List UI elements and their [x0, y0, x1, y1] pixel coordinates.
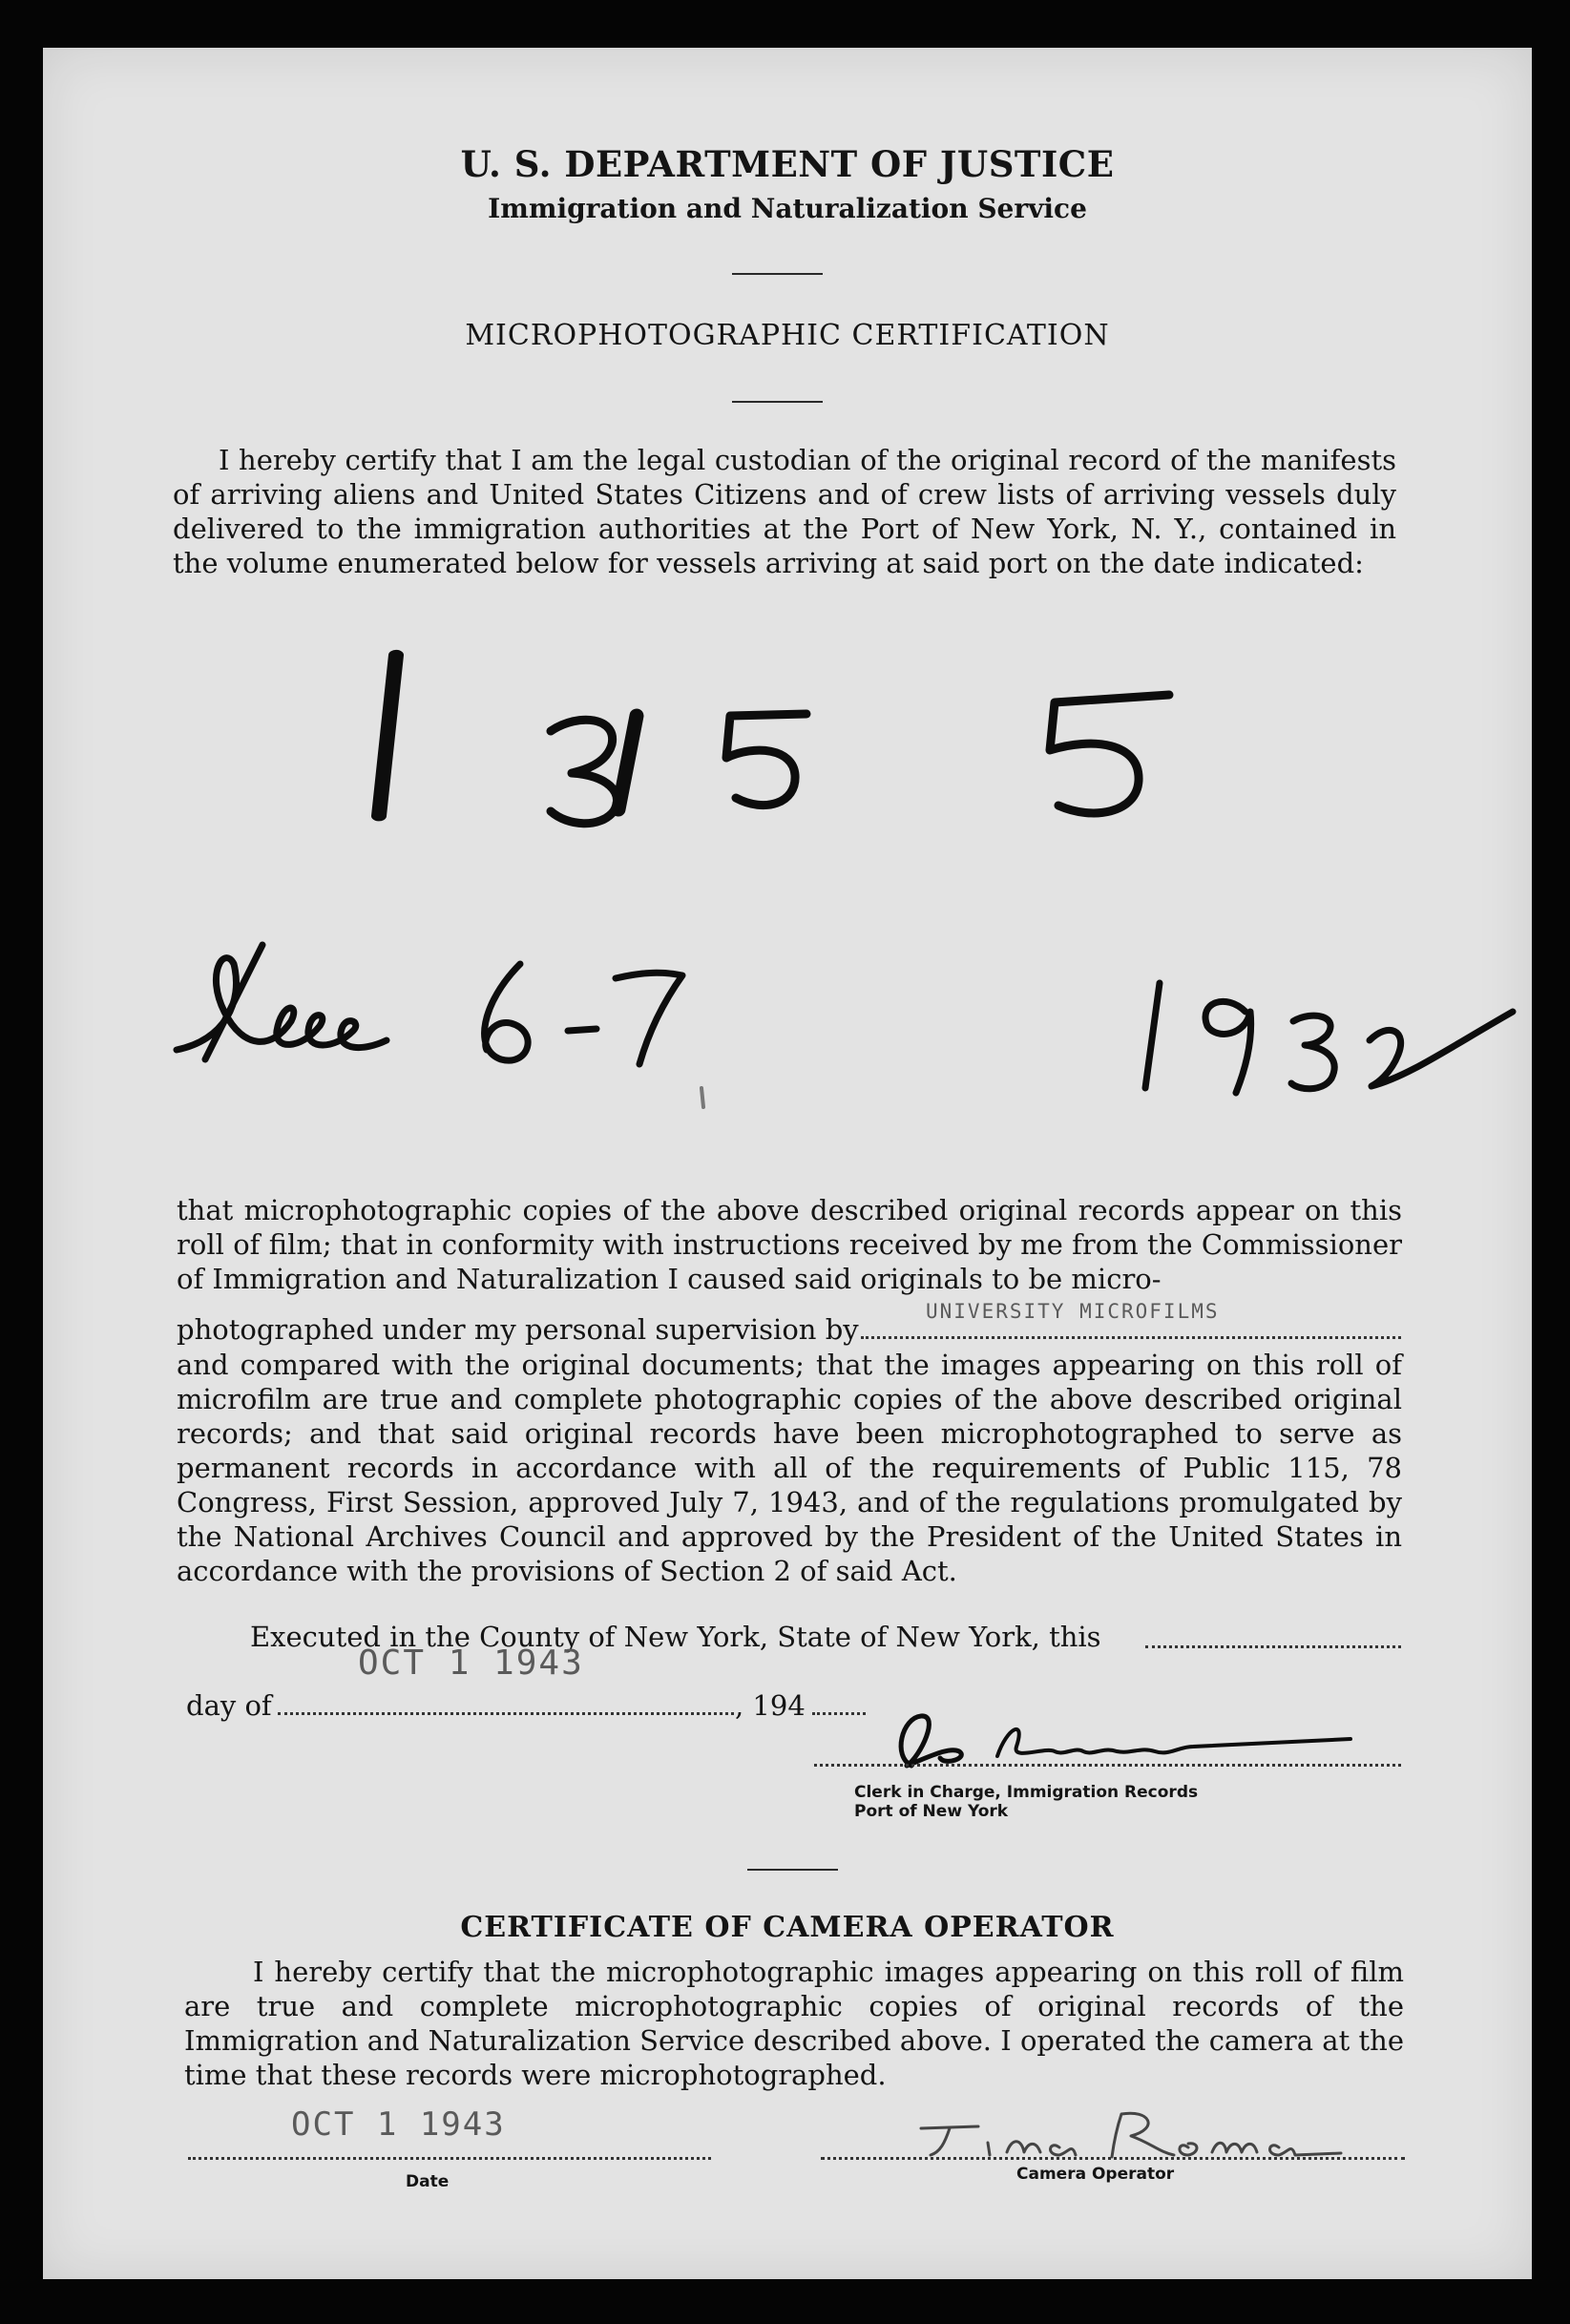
handwritten-volume-number: [329, 639, 1417, 830]
camera-certificate-text: I hereby certify that the microphotographic images appearing on this roll of film are true and complete microphotographic copies of original records of the Immigration and Naturalization Service described above. I operated the camera at the time that these records were microphotographed.: [184, 1956, 1404, 2091]
camera-operator-label: Camera Operator: [1016, 2165, 1175, 2184]
date-label: Date: [406, 2172, 450, 2191]
photographed-by-stamp: UNIVERSITY MICROFILMS: [926, 1300, 1220, 1323]
clerk-title-line2: Port of New York: [854, 1802, 1009, 1821]
executed-text: Executed in the County of New York, State of New York, this: [250, 1621, 1101, 1653]
body-paragraph-part2: and compared with the original documents; that the images appearing on this roll of microfilm are true and complete photographic copies of the above described original records; and that said original records have been microphotographed to serve as permanent records in accordance with all of the requirements of Public 115, 78 Congress, First Session, approved July 7, 1943, and of the regulations promulgated by the National Archives Council and approved by the President of the United States in accordance with the provisions of Section 2 of said Act.: [177, 1349, 1402, 1587]
clerk-signature-line: [814, 1764, 1401, 1767]
service-subheading: Immigration and Naturalization Service: [488, 193, 1087, 224]
camera-stamp-date: OCT 1 1943: [291, 2105, 506, 2144]
clerk-title-line1: Clerk in Charge, Immigration Records: [854, 1783, 1199, 1802]
photographed-by-label: photographed under my personal supervision by: [177, 1313, 859, 1346]
handwritten-date: [167, 907, 1522, 1117]
camera-operator-line: [821, 2157, 1405, 2160]
certificate-page: [43, 48, 1532, 2279]
department-heading: U. S. DEPARTMENT OF JUSTICE: [460, 143, 1115, 185]
photographed-by-dotted-line: [861, 1336, 1401, 1339]
body-paragraph-part1: that microphotographic copies of the above described original records appear on this roll of film; that in conformity with instructions received by me from the Commissioner of Immigration and Naturalization I caused said originals to be micro-: [177, 1194, 1402, 1295]
year-label: , 194: [735, 1689, 806, 1722]
clerk-signature: [854, 1699, 1389, 1785]
title-divider: [732, 401, 823, 403]
day-of-dotted-line: [278, 1712, 734, 1715]
day-of-label: day of: [186, 1689, 272, 1722]
clerk-title: [854, 1783, 1198, 1821]
date-dotted-line: [188, 2157, 711, 2160]
camera-certificate-title: CERTIFICATE OF CAMERA OPERATOR: [460, 1911, 1115, 1944]
certification-title: MICROPHOTOGRAPHIC CERTIFICATION: [465, 319, 1110, 352]
intro-paragraph: I hereby certify that I am the legal custodian of the original record of the manifests of arriving aliens and United States Citizens and of crew lists of arriving vessels duly delivered to the immigration authorities at the Port of New York, N. Y., contained in the volume enumerated below for vessels arriving at said port on the date indicated:: [173, 444, 1396, 579]
executed-dotted-line: [1145, 1645, 1401, 1648]
header-divider: [732, 273, 823, 275]
execution-stamp-date: OCT 1 1943: [358, 1644, 584, 1683]
section-divider: [747, 1869, 838, 1871]
